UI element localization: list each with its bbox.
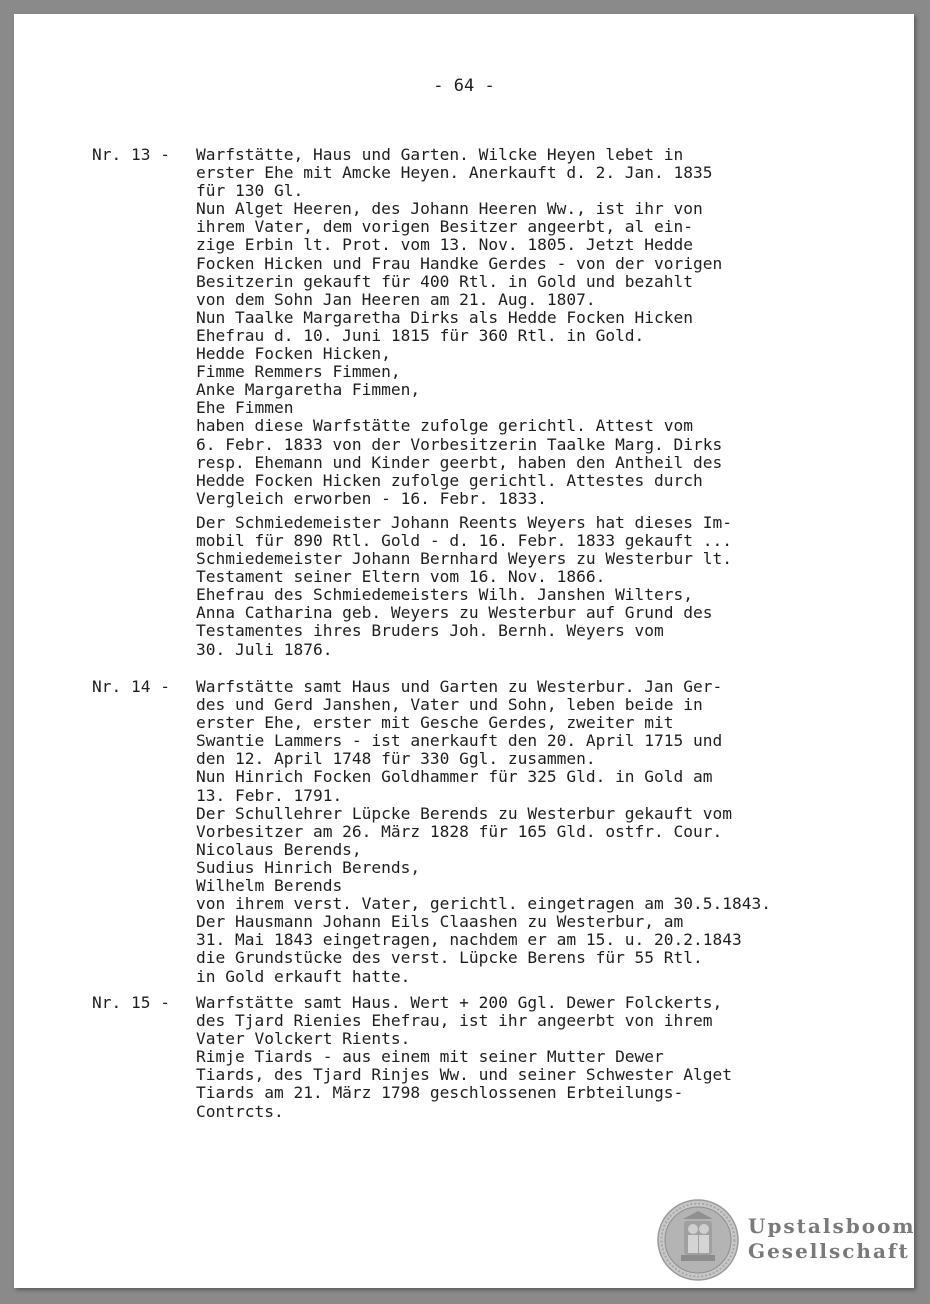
text-line: Fimme Remmers Fimmen, [196, 362, 401, 382]
text-line: ihrem Vater, dem vorigen Besitzer angeerbt, al ein- [196, 217, 694, 237]
text-line: Der Schmiedemeister Johann Reents Weyers hat dieses Im- [196, 512, 733, 532]
text-line: Swantie Lammers - ist anerkauft den 20. April 1715 und [196, 731, 723, 751]
text-line: Nun Taalke Margaretha Dirks als Hedde Focken Hicken [196, 307, 694, 327]
seal-icon [657, 1199, 739, 1281]
text-line: den 12. April 1748 für 330 Ggl. zusammen. [196, 749, 596, 769]
text-line: Tiards, des Tjard Rinjes Ww. und seiner Schwester Alget [196, 1065, 733, 1085]
text-line: Testamentes ihres Bruders Joh. Bernh. Weyers vom [196, 621, 664, 641]
entry-number: Nr. 14 - [92, 677, 170, 696]
text-line: Hedde Focken Hicken, [196, 344, 391, 364]
text-line: Anna Catharina geb. Weyers zu Westerbur auf Grund des [196, 603, 713, 623]
text-line: resp. Ehemann und Kinder geerbt, haben den Antheil des [196, 452, 723, 472]
text-line: 6. Febr. 1833 von der Vorbesitzerin Taalke Marg. Dirks [196, 434, 723, 454]
text-line: 13. Febr. 1791. [196, 785, 343, 805]
text-line: erster Ehe, erster mit Gesche Gerdes, zweiter mit [196, 713, 674, 733]
text-line: Vorbesitzer am 26. März 1828 für 165 Gld. ostfr. Cour. [196, 821, 723, 841]
document-page [14, 14, 914, 1288]
text-line: Nicolaus Berends, [196, 839, 362, 859]
text-line: Tiards am 21. März 1798 geschlossenen Erbteilungs- [196, 1083, 684, 1103]
text-line: von dem Sohn Jan Heeren am 21. Aug. 1807. [196, 289, 596, 309]
text-line: in Gold erkauft hatte. [196, 966, 411, 986]
text-line: Vater Volckert Rients. [196, 1029, 411, 1049]
text-line: Ehefrau des Schmiedemeisters Wilh. Janshen Wilters, [196, 585, 694, 605]
brand-line-2: Gesellschaft [748, 1239, 910, 1263]
entry-body [196, 678, 836, 986]
page-number: - 64 - [433, 76, 495, 96]
entry-number: Nr. 13 - [92, 145, 170, 164]
text-line: Warfstätte samt Haus und Garten zu Westerbur. Jan Ger- [196, 677, 723, 696]
text-line: Wilhelm Berends [196, 876, 343, 896]
text-line: für 130 Gl. [196, 181, 304, 201]
text-line: Ehe Fimmen [196, 398, 294, 418]
text-line: Sudius Hinrich Berends, [196, 857, 421, 877]
brand-line-1: Upstalsboom [748, 1214, 916, 1238]
text-line: Der Hausmann Johann Eils Claashen zu Westerbur, am [196, 912, 684, 932]
text-line: Warfstätte samt Haus. Wert + 200 Ggl. Dewer Folckerts, [196, 993, 723, 1012]
text-line: 31. Mai 1843 eingetragen, nachdem er am 15. u. 20.2.1843 [196, 930, 742, 950]
text-line: 30. Juli 1876. [196, 639, 333, 659]
text-line: von ihrem verst. Vater, gerichtl. eingetragen am 30.5.1843. [196, 894, 771, 914]
text-line: haben diese Warfstätte zufolge gerichtl. Attest vom [196, 416, 694, 436]
text-line: Focken Hicken und Frau Handke Gerdes - von der vorigen [196, 253, 723, 273]
text-line: des und Gerd Janshen, Vater und Sohn, leben beide in [196, 695, 703, 715]
text-line: Warfstätte, Haus und Garten. Wilcke Heyen lebet in [196, 145, 684, 164]
text-line: Nun Alget Heeren, des Johann Heeren Ww., ist ihr von [196, 199, 703, 219]
text-line: die Grundstücke des verst. Lüpcke Berens für 55 Rtl. [196, 948, 703, 968]
text-line: Testament seiner Eltern vom 16. Nov. 1866. [196, 567, 606, 587]
text-line: zige Erbin lt. Prot. vom 13. Nov. 1805. Jetzt Hedde [196, 235, 694, 255]
text-line: des Tjard Rienies Ehefrau, ist ihr angeerbt von ihrem [196, 1011, 713, 1031]
text-line: Der Schullehrer Lüpcke Berends zu Westerbur gekauft vom [196, 803, 733, 823]
text-line: Besitzerin gekauft für 400 Rtl. in Gold und bezahlt [196, 271, 694, 291]
text-line: Schmiedemeister Johann Bernhard Weyers zu Westerbur lt. [196, 549, 733, 569]
text-line: erster Ehe mit Amcke Heyen. Anerkauft d. 2. Jan. 1835 [196, 163, 713, 183]
entry-number: Nr. 15 - [92, 993, 170, 1012]
text-line: Anke Margaretha Fimmen, [196, 380, 421, 400]
text-line: Rimje Tiards - aus einem mit seiner Mutter Dewer [196, 1047, 664, 1067]
entry-body [196, 994, 836, 1121]
text-line: Hedde Focken Hicken zufolge gerichtl. Attestes durch [196, 470, 703, 490]
text-line: Contrcts. [196, 1101, 284, 1121]
brand-wordmark [748, 1214, 916, 1264]
text-line: Ehefrau d. 10. Juni 1815 für 360 Rtl. in Gold. [196, 325, 645, 345]
entry-body [196, 146, 836, 659]
text-line: Nun Hinrich Focken Goldhammer für 325 Gld. in Gold am [196, 767, 713, 787]
text-line: Vergleich erworben - 16. Febr. 1833. [196, 488, 547, 508]
text-line: mobil für 890 Rtl. Gold - d. 16. Febr. 1833 gekauft ... [196, 530, 733, 550]
